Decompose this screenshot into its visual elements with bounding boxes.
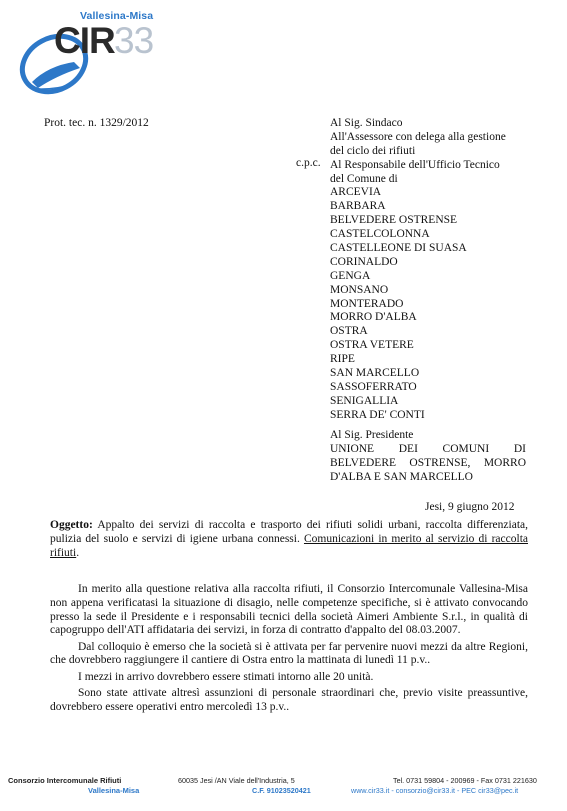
municipality-item: CORINALDO	[330, 255, 398, 268]
body-paragraph: Dal colloquio è emerso che la società si è attivata per far pervenire nuovi mezzi da altre Regioni, che dovrebbero raggiungere il cantiere di Ostra entro la mattinata di lunedì 11 p.v..	[50, 640, 528, 667]
logo-tagline: Vallesina-Misa	[80, 10, 154, 22]
body-paragraph: I mezzi in arrivo dovrebbero essere stimati intorno alle 20 unità.	[78, 670, 374, 683]
president-line: Al Sig. Presidente	[330, 429, 414, 441]
subject-block: Oggetto: Appalto dei servizi di raccolta e trasporto dei rifiuti solidi urbani, raccolta differenziata, pulizia del suolo e servizi di igiene urbana connessi. Comunicazioni in merito al servizio di raccolta rifiuti.	[50, 519, 528, 559]
president-line: BELVEDERE OSTRENSE, MORRO	[330, 456, 526, 469]
footer-address	[178, 776, 311, 796]
municipality-item: SASSOFERRATO	[330, 380, 417, 393]
municipality-item: CASTELLEONE DI SUASA	[330, 242, 467, 255]
footer-org-line2: Vallesina-Misa	[88, 786, 140, 795]
cc-label: c.p.c.	[296, 157, 321, 169]
letter-date: Jesi, 9 giugno 2012	[425, 501, 515, 513]
president-block	[330, 429, 526, 485]
footer-contacts	[351, 776, 537, 796]
president-line: D'ALBA E SAN MARCELLO	[330, 470, 473, 483]
municipality-list	[330, 186, 506, 421]
letter-body	[50, 583, 528, 717]
subject-text: Appalto dei servizi di raccolta e trasporto dei rifiuti solidi urbani, raccolta differenziata, pulizia del suolo e servizi di igiene urbana connessi.	[50, 519, 528, 545]
municipality-item: OSTRA	[330, 325, 368, 338]
municipality-item: MONTERADO	[330, 297, 404, 310]
municipality-item: MORRO D'ALBA	[330, 311, 417, 324]
municipality-item: BARBARA	[330, 200, 386, 213]
municipality-item: SAN MARCELLO	[330, 367, 420, 380]
recipient-line: Al Sig. Sindaco	[330, 117, 403, 129]
body-paragraph: In merito alla questione relativa alla raccolta rifiuti, il Consorzio Intercomunale Vallesina-Misa non appena verificatasi la situazione di disagio, nelle competenze specifiche, si è attivato convocando presso la sede il Presidente e i responsabili tecnici della società Aimeri Ambiente S.r.l., in qualità di capogruppo dell'ATI affidataria dei servizi, in forza di contratto d'appalto del 08.03.2007.	[50, 583, 528, 637]
municipality-item: MONSANO	[330, 283, 389, 296]
subject-label: Oggetto:	[50, 519, 93, 531]
recipient-line: All'Assessore con delega alla gestione	[330, 130, 506, 143]
footer-contact-line2: www.cir33.it - consorzio@cir33.it - PEC cir33@pec.it	[351, 786, 519, 795]
municipality-item: CASTELCOLONNA	[330, 228, 430, 241]
footer-org	[8, 776, 139, 796]
municipality-item: ARCEVIA	[330, 186, 382, 199]
cir33-logo	[18, 10, 168, 96]
footer-address-line2: C.F. 91023520421	[252, 786, 311, 795]
municipality-item: BELVEDERE OSTRENSE	[330, 214, 458, 227]
logo-name-33: 33	[114, 20, 154, 61]
municipality-item: GENGA	[330, 269, 371, 282]
municipality-item: SENIGALLIA	[330, 394, 399, 407]
recipient-line: del ciclo dei rifiuti	[330, 144, 416, 157]
municipality-item: RIPE	[330, 353, 355, 366]
municipality-item: SERRA DE' CONTI	[330, 408, 425, 421]
recipients-block	[330, 117, 506, 421]
logo-name-cir: CIR	[54, 20, 115, 61]
footer-address-line1: 60035 Jesi /AN Viale dell'Industria, 5	[178, 776, 295, 785]
recipient-line: Al Responsabile dell'Ufficio Tecnico	[330, 158, 500, 171]
footer-contact-line1: Tel. 0731 59804 - 200969 - Fax 0731 221630	[393, 776, 537, 785]
municipality-item: OSTRA VETERE	[330, 339, 414, 352]
body-paragraph: Sono state attivate altresì assunzioni di personale straordinari che, previo visite preassuntive, dovrebbero essere operativi entro mercoledì 13 p.v..	[50, 687, 528, 713]
recipient-line: del Comune di	[330, 172, 398, 185]
subject-underlined: Comunicazioni in merito al servizio di raccolta rifiuti	[50, 532, 528, 559]
president-line: UNIONE DEI COMUNI DI	[330, 442, 526, 455]
protocol-number: Prot. tec. n. 1329/2012	[44, 117, 149, 129]
footer-org-line1: Consorzio Intercomunale Rifiuti	[8, 776, 122, 785]
